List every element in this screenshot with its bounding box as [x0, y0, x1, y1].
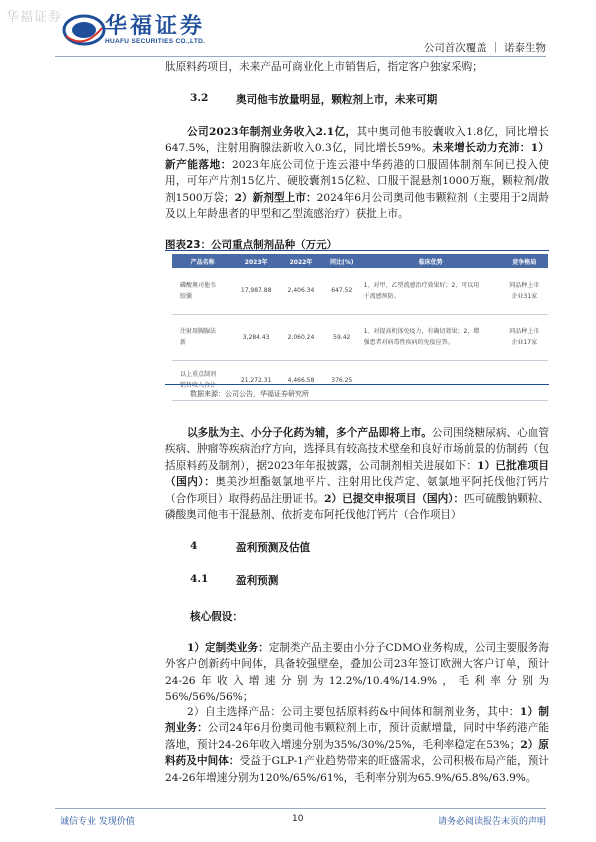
section-4-1-number: 4.1: [190, 573, 209, 585]
page-number: 10: [292, 814, 304, 824]
bold-growth: 未来增长动力充沛：1）新产能落地：: [165, 142, 549, 171]
section-4-title: 盈利预测及估值: [236, 542, 311, 554]
paragraph-custom-business: 1）定制类业务：定制类产品主要由小分子CDMO业务构成，公司主要服务海外客户创新药中间体，具备较强壁垒，叠加公司23年签订欧洲大客户订单，预计24-26年收入增速分别为12.2%/10.4%/14.9%，毛利率分别为56%/56%/56%；: [165, 642, 549, 704]
footer-disclaimer: 请务必阅读报告末页的声明: [437, 817, 546, 827]
paragraph-formulation-revenue: 公司2023年制剂业务收入2.1亿，其中奥司他韦胶囊收入1.8亿，同比增长647.5%，注射用胸腺法新收入0.3亿，同比增长59%。未来增长动力充沛：1）新产能落地：2023年底公司位于连云港中华药港的口服固体制剂车间已投入使用，可年产片剂15亿片、硬胶囊剂15亿粒、口服干混悬剂1000万瓶，颗粒剂/散剂1500万袋；2）新剂型上市：2024年6月公司奥司他韦颗粒剂（主要用于2周龄及以上年龄患者的甲型和乙型流感治疗）获批上市。: [165, 126, 549, 221]
footer-divider: [55, 808, 546, 809]
header-divider: [55, 56, 546, 57]
paragraph-pipeline: 以多肽为主、小分子化药为辅，多个产品即将上市。公司围绕糖尿病、心血管疾病、肿瘤等疾病治疗方向，选择具有较高技术壁垒和良好市场前景的仿制药（包括原料药及制剂），据2023年年报披露，公司制剂相关进展如下：1）已批准项目（国内）：奥美沙坦酯氨氯地平片、注射用比伐芦定、氨氯地平阿托伐他汀钙片（合作项目）取得药品注册证书。2）已提交申报项目（国内）：匹可硫酸钠颗粒、磷酸奥司他韦干混悬剂、依折麦布阿托伐他汀钙片（合作项目）: [165, 427, 550, 522]
paragraph-intro: 肽原料药项目，未来产品可商业化上市销售后，指定客户独家采购；: [165, 61, 483, 73]
section-4-number: 4: [190, 540, 198, 552]
core-assumptions-heading: 核心假设：: [190, 611, 243, 623]
figure-source: 数据来源：公司公告，华福证券研究所: [190, 390, 309, 398]
section-4-1-title: 盈利预测: [236, 575, 279, 587]
figure-bottom-line: [165, 384, 549, 385]
figure-title: 图表23：公司重点制剂品种（万元）: [165, 239, 338, 251]
bold-lead: 公司2023年制剂业务收入2.1亿，: [187, 126, 357, 138]
footer-slogan: 诚信专业 发现价值: [60, 817, 135, 827]
brand-name-en: HUAFU SECURITIES CO.,LTD.: [105, 38, 206, 45]
table-header-row: 产品名称 2023年 2022年 同比(%) 临床优势 竞争格局: [172, 254, 548, 268]
watermark-text: 华福证券: [6, 10, 63, 25]
table-row: 磷酸奥司他韦 胶囊 17,987.88 2,406.34 647.52 1、对甲、乙型流感治疗效果好；2、可以用 于流感预防。 同品种上市 企业31家: [172, 268, 548, 314]
table-row: 以上重点制剂 销售收入合计 21,272.31 4,466.58 376.25: [172, 360, 548, 400]
section-3-2-number: 3.2: [190, 92, 209, 104]
table-row: 注射用胸腺法 新 3,284.43 2,060.24 59.42 1、对提高机体免疫力，有确切效果；2、增 强患者对病毒性疾病的免疫应答。 同品种上市 企业17家: [172, 314, 548, 360]
section-3-2-title: 奥司他韦放量明显，颗粒剂上市，未来可期: [236, 94, 438, 106]
brand-name-cn: 华福证券: [105, 14, 206, 39]
header-report-type: 公司首次覆盖 ｜ 诺泰生物: [423, 42, 546, 54]
key-products-table: [172, 254, 548, 401]
figure-top-line: [165, 250, 549, 251]
paragraph-own-products: 2）自主选择产品：公司主要包括原料药&中间体和制剂业务，其中：1）制剂业务：公司24年6月份奥司他韦颗粒剂上市，预计贡献增量，同时中华药港产能落地，预计24-26年收入增速分别为35%/30%/25%，毛利率稳定在53%；2）原料药及中间体：受益于GLP-1产业趋势带来的旺盛需求，公司积极布局产能，预计24-26年增速分别为120%/65%/61%，毛利率分别为65.9%/65.8%/63.9%。: [165, 706, 550, 784]
bold-new-dosage: 2）新剂型上市：: [234, 191, 317, 204]
